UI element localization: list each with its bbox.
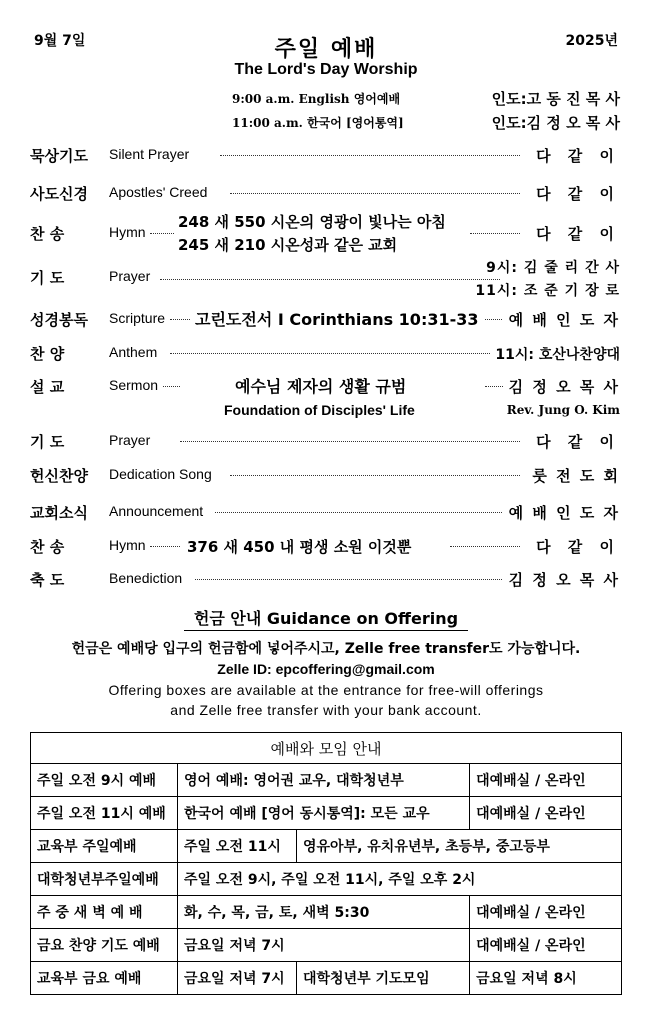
service-time-1: 9:00 a.m. English 영어예배 <box>232 92 401 106</box>
order-item-hymn-1 <box>30 209 620 259</box>
order-en: Benediction <box>109 570 186 586</box>
order-leader: 11시: 호산나찬양대 <box>491 344 620 364</box>
order-item-sermon <box>30 372 620 422</box>
order-leader: 다 같 이 <box>530 223 620 244</box>
order-en: Hymn <box>109 537 150 553</box>
leader-dots <box>450 546 520 547</box>
table-row <box>31 929 622 962</box>
order-en: Sermon <box>109 377 162 393</box>
date-left: 9월 7일 <box>34 33 86 49</box>
order-item-apostles-creed <box>30 179 620 205</box>
order-ko: 찬 송 <box>30 538 65 556</box>
table-cell: 대예배실 / 온라인 <box>470 929 622 962</box>
table-cell: 금요일 저녁 7시 <box>178 929 470 962</box>
table-cell: 주 중 새 벽 예 배 <box>31 896 178 929</box>
table-row <box>31 830 622 863</box>
order-en: Announcement <box>109 503 207 519</box>
order-leader: 예 배 인 도 자 <box>503 309 620 330</box>
leader-dots <box>470 233 520 234</box>
leader-dots <box>220 155 520 156</box>
table-cell: 대학청년부주일예배 <box>31 863 178 896</box>
order-ko: 기 도 <box>30 269 65 287</box>
leader-dots <box>150 546 180 547</box>
order-leader: 김 정 오 목 사 <box>503 376 620 397</box>
service-leader-2: 인도:김 정 오 목 사 <box>491 114 620 132</box>
leader-dots <box>160 386 180 387</box>
date-right: 2025년 <box>565 33 618 49</box>
prayer-leader-11am: 11시: 조 준 기 장 로 <box>471 280 620 300</box>
table-cell: 금요 찬양 기도 예배 <box>31 929 178 962</box>
offering-line-1: 헌금은 예배당 입구의 헌금함에 넣어주시고, Zelle free transfer도 가능합니다. <box>71 641 581 657</box>
table-row <box>31 764 622 797</box>
order-item-benediction <box>30 565 620 591</box>
order-ko: 찬 송 <box>30 225 65 243</box>
table-cell: 화, 수, 목, 금, 토, 새벽 5:30 <box>178 896 470 929</box>
order-en: Dedication Song <box>109 466 216 482</box>
order-item-hymn-2 <box>30 532 620 558</box>
service-leader-1: 인도:고 동 진 목 사 <box>491 90 620 108</box>
leader-dots <box>170 353 490 354</box>
order-leader: 예 배 인 도 자 <box>503 502 620 523</box>
table-row <box>31 797 622 830</box>
order-item-prayer-1 <box>30 255 620 301</box>
table-cell: 주일 오전 9시 예배 <box>31 764 178 797</box>
prayer-leader-9am: 9시: 김 줄 리 간 사 <box>482 257 620 277</box>
order-en: Anthem <box>109 344 161 360</box>
order-ko: 설 교 <box>30 378 65 396</box>
order-ko: 묵상기도 <box>30 147 88 165</box>
sermon-title-en: Foundation of Disciples' Life <box>224 402 415 418</box>
order-leader: 다 같 이 <box>530 183 620 204</box>
table-cell: 대예배실 / 온라인 <box>470 896 622 929</box>
table-cell: 영유아부, 유치유년부, 초등부, 중고등부 <box>297 830 622 863</box>
sermon-leader-en: Rev. Jung O. Kim <box>506 403 620 417</box>
leader-dots <box>150 233 174 234</box>
schedule-table <box>30 732 622 995</box>
order-ko: 기 도 <box>30 433 65 451</box>
order-leader: 다 같 이 <box>530 431 620 452</box>
table-cell: 주일 오전 11시 예배 <box>31 797 178 830</box>
order-item-silent-prayer <box>30 141 620 167</box>
hymn-line-2: 245 새 210 시온성과 같은 교회 <box>173 234 402 255</box>
table-row <box>31 863 622 896</box>
page-subtitle: The Lord's Day Worship <box>234 61 418 78</box>
schedule-title: 예배와 모임 안내 <box>31 733 622 764</box>
page-title: 주일 예배 <box>274 37 378 62</box>
leader-dots <box>195 579 520 580</box>
offering-line-3: Offering boxes are available at the entrance for free-will offerings <box>108 682 544 698</box>
order-item-announcement <box>30 498 620 524</box>
order-en: Prayer <box>109 432 154 448</box>
order-ko: 헌신찬양 <box>30 467 88 485</box>
order-item-dedication-song <box>30 461 620 487</box>
leader-dots <box>215 512 520 513</box>
leader-dots <box>180 441 520 442</box>
order-ko: 축 도 <box>30 571 65 589</box>
order-en: Silent Prayer <box>109 146 193 162</box>
scripture-reference: 고린도전서 I Corinthians 10:31-33 <box>190 307 484 330</box>
service-time-2: 11:00 a.m. 한국어 [영어통역] <box>232 116 404 130</box>
table-cell: 교육부 금요 예배 <box>31 962 178 995</box>
offering-line-4: and Zelle free transfer with your bank account. <box>170 702 482 718</box>
table-cell: 대예배실 / 온라인 <box>470 797 622 830</box>
order-leader: 김 정 오 목 사 <box>503 569 620 590</box>
order-item-scripture <box>30 305 620 331</box>
table-cell: 금요일 저녁 8시 <box>470 962 622 995</box>
table-header-row <box>31 733 622 764</box>
leader-dots <box>230 193 520 194</box>
offering-title <box>0 606 652 629</box>
leader-dots <box>230 475 520 476</box>
table-cell: 영어 예배: 영어권 교우, 대학청년부 <box>178 764 470 797</box>
leader-dots <box>160 279 500 280</box>
table-cell: 대예배실 / 온라인 <box>470 764 622 797</box>
table-cell: 주일 오전 11시 <box>178 830 297 863</box>
table-cell: 대학청년부 기도모임 <box>297 962 470 995</box>
order-leader: 다 같 이 <box>530 145 620 166</box>
order-leader: 다 같 이 <box>530 536 620 557</box>
order-ko: 교회소식 <box>30 504 88 522</box>
hymn-line: 376 새 450 내 평생 소원 이것뿐 <box>182 536 416 557</box>
table-cell: 한국어 예배 [영어 동시통역]: 모든 교우 <box>178 797 470 830</box>
table-row <box>31 896 622 929</box>
offering-title-text: 헌금 안내 Guidance on Offering <box>184 609 468 631</box>
order-en: Scripture <box>109 310 169 326</box>
table-cell: 금요일 저녁 7시 <box>178 962 297 995</box>
order-ko: 찬 양 <box>30 345 65 363</box>
order-leader: 룻 전 도 회 <box>526 465 620 486</box>
order-item-anthem <box>30 339 620 365</box>
table-cell: 교육부 주일예배 <box>31 830 178 863</box>
order-en: Apostles' Creed <box>109 184 211 200</box>
order-item-prayer-2 <box>30 427 620 453</box>
hymn-line-1: 248 새 550 시온의 영광이 빛나는 아침 <box>173 211 451 232</box>
table-row <box>31 962 622 995</box>
order-ko: 사도신경 <box>30 185 88 203</box>
order-ko: 성경봉독 <box>30 311 88 329</box>
table-cell: 주일 오전 9시, 주일 오전 11시, 주일 오후 2시 <box>178 863 622 896</box>
sermon-title-ko: 예수님 제자의 생활 규범 <box>235 377 407 396</box>
order-en: Prayer <box>109 268 154 284</box>
order-en: Hymn <box>109 224 150 240</box>
offering-zelle-id: Zelle ID: epcoffering@gmail.com <box>217 661 435 677</box>
